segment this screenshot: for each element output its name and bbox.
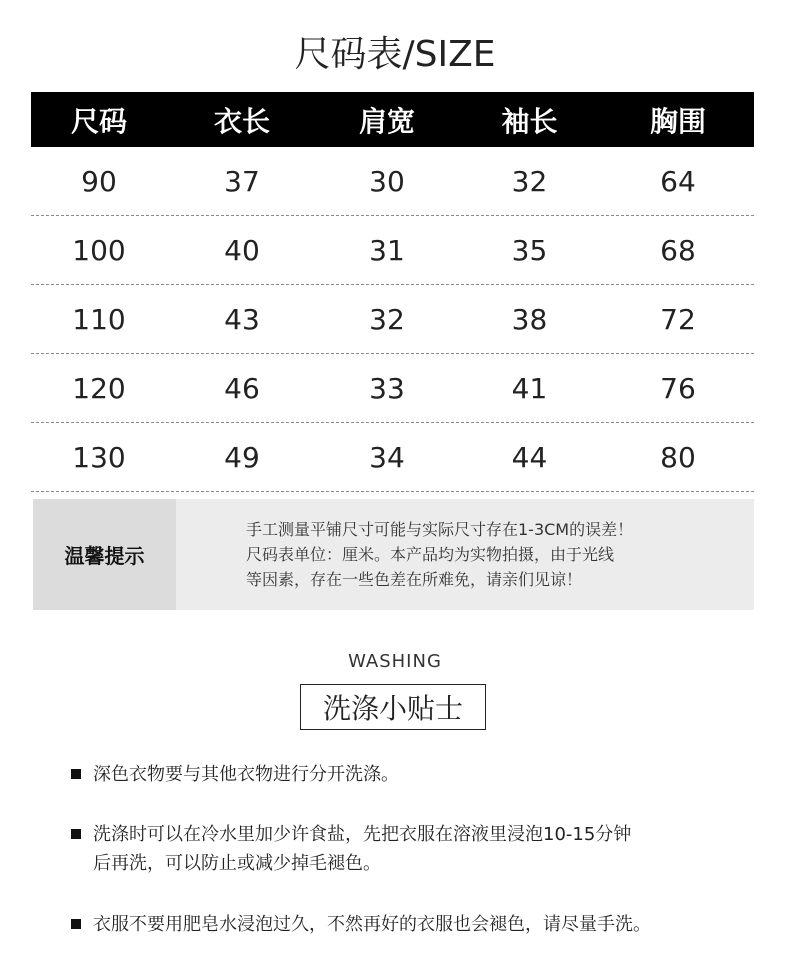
size-table [31,92,754,492]
tips-text [176,499,633,610]
cell-sleeve: 35 [511,233,548,267]
bullet-icon [71,919,81,929]
tips-line: 等因素，存在一些色差在所难免，请亲们见谅！ [246,570,583,589]
cell-length: 46 [224,371,260,405]
header-size: 尺码 [70,104,127,138]
cell-length: 37 [224,164,260,198]
cell-sleeve: 44 [511,440,548,474]
cell-shoulder: 31 [369,233,405,267]
bullet-icon [71,769,81,779]
tips-line: 手工测量平铺尺寸可能与实际尺寸存在1-3CM的误差！ [246,520,634,539]
washing-tip-item [71,910,651,939]
cell-length: 40 [224,233,260,267]
cell-sleeve: 41 [511,371,548,405]
cell-size: 130 [72,440,126,474]
cell-shoulder: 33 [369,371,405,405]
washing-tip-item [71,760,399,789]
table-row [31,285,754,354]
tips-panel [33,499,754,610]
cell-shoulder: 34 [369,440,405,474]
cell-size: 90 [81,164,117,198]
cell-chest: 80 [660,440,696,474]
cell-chest: 68 [660,233,696,267]
washing-tip-line: 衣服不要用肥皂水浸泡过久，不然再好的衣服也会褪色，请尽量手洗。 [93,914,651,935]
cell-sleeve: 32 [511,164,548,198]
cell-length: 43 [224,302,260,336]
washing-tip-line: 后再洗，可以防止或减少掉毛褪色。 [93,853,381,874]
cell-shoulder: 30 [369,164,405,198]
washing-tip-text [93,820,631,878]
washing-tip-line: 深色衣物要与其他衣物进行分开洗涤。 [93,764,399,785]
washing-subtitle: WASHING [348,651,442,672]
cell-chest: 76 [660,371,696,405]
washing-tip-item [71,820,631,878]
cell-shoulder: 32 [369,302,405,336]
table-row [31,423,754,492]
page-title: 尺码表/SIZE [294,34,496,75]
washing-tip-line: 洗涤时可以在冷水里加少许食盐，先把衣服在溶液里浸泡10-15分钟 [93,824,632,845]
washing-tip-text [93,910,651,939]
table-row [31,147,754,216]
header-length: 衣长 [213,104,270,138]
header-chest: 胸围 [649,104,706,138]
header-shoulder: 肩宽 [358,104,415,138]
tips-line: 尺码表单位：厘米。本产品均为实物拍摄，由于光线 [246,545,615,564]
cell-size: 110 [72,302,126,336]
cell-sleeve: 38 [511,302,548,336]
header-sleeve: 袖长 [501,104,558,138]
washing-title: 洗涤小贴士 [300,684,486,730]
cell-size: 100 [72,233,126,267]
cell-chest: 72 [660,302,696,336]
table-row [31,216,754,285]
bullet-icon [71,829,81,839]
cell-chest: 64 [660,164,696,198]
washing-tip-text [93,760,399,789]
table-row [31,354,754,423]
cell-size: 120 [72,371,126,405]
cell-length: 49 [224,440,260,474]
tips-label: 温馨提示 [33,499,176,610]
size-table-header [31,92,754,147]
